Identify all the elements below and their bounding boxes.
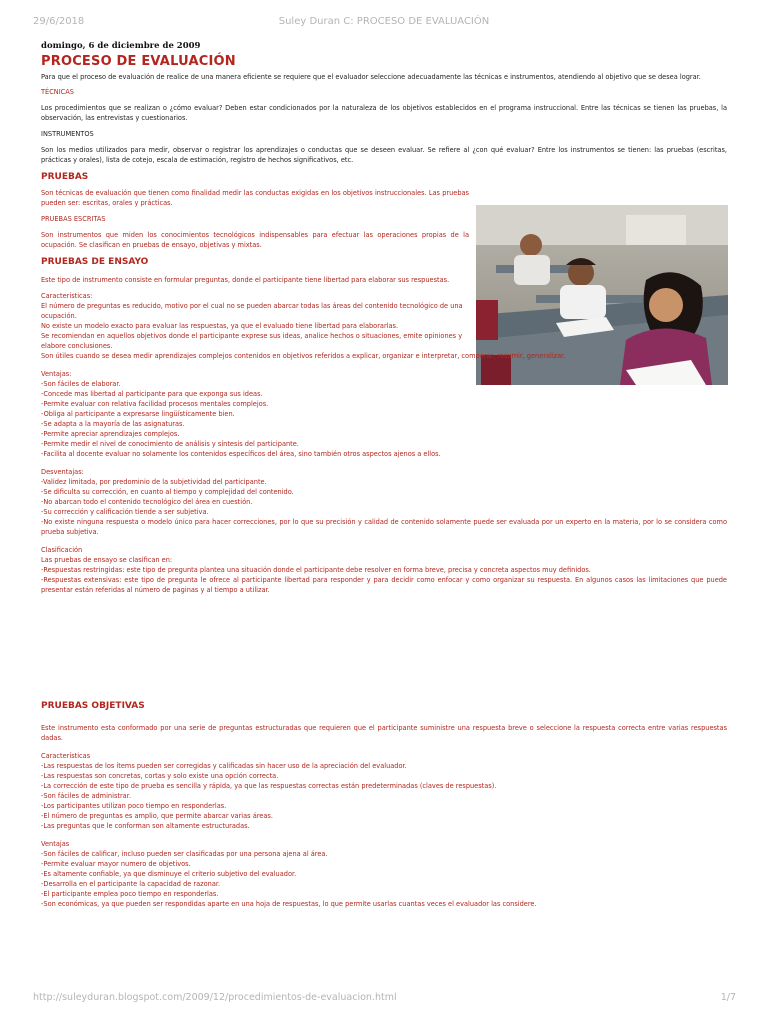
ensayo-caracteristicas	[41, 291, 727, 361]
list-line: -Respuestas restringidas: este tipo de pregunta plantea una situación donde el participante debe resolver en forma breve, precisa y concreta aspectos muy definidos.	[41, 566, 591, 574]
list-line: -La corrección de este tipo de prueba es sencilla y rápida, ya que las respuestas correctas están predeterminadas (claves de respuestas).	[41, 782, 497, 790]
list-line: -Su corrección y calificación tiende a ser subjetiva.	[41, 508, 209, 516]
pruebas-paragraph: Son técnicas de evaluación que tienen como finalidad medir las conductas exigidas en los objetivos instruccionales. Las pruebas pueden ser: escritas, orales y prácticas.	[41, 189, 469, 207]
list-line: -El número de preguntas es amplio, que permite abarcar varias áreas.	[41, 812, 273, 820]
print-page-number: 1/7	[720, 992, 736, 1003]
list-line: -Permite apreciar aprendizajes complejos.	[41, 430, 180, 438]
list-line: -Permite evaluar mayor numero de objetivos.	[41, 860, 191, 868]
print-url[interactable]: http://suleyduran.blogspot.com/2009/12/procedimientos-de-evaluacion.html	[33, 992, 397, 1003]
list-line: -Es altamente confiable, ya que disminuye el criterio subjetivo del evaluador.	[41, 870, 297, 878]
tecnicas-heading: TÉCNICAS	[41, 88, 74, 96]
list-line: Clasificación	[41, 546, 83, 554]
ensayo-heading: PRUEBAS DE ENSAYO	[41, 257, 149, 267]
ensayo-clasificacion	[41, 545, 727, 595]
blog-post	[41, 41, 727, 909]
list-line: -Son fáciles de administrar.	[41, 792, 131, 800]
list-line: -Los participantes utilizan poco tiempo en responderlas.	[41, 802, 227, 810]
list-line: -Se dificulta su corrección, en cuanto al tiempo y complejidad del contenido.	[41, 488, 294, 496]
post-title: PROCESO DE EVALUACIÓN	[41, 54, 236, 69]
list-line: -El participante emplea poco tiempo en responderlas.	[41, 890, 219, 898]
list-line: -Obliga al participante a expresarse lingüísticamente bien.	[41, 410, 235, 418]
tecnicas-paragraph: Los procedimientos que se realizan o ¿cómo evaluar? Deben estar condicionados por la naturaleza de los objetivos establecidos en el programa instruccional. Entre las técnicas se tienen las pruebas, la observación, las entrevistas y cuestionarios.	[41, 104, 727, 122]
blank-gap	[41, 595, 727, 701]
list-line: -Son fáciles de calificar, incluso pueden ser clasificadas por una persona ajena al área.	[41, 850, 328, 858]
intro-paragraph: Para que el proceso de evaluación de realice de una manera eficiente se requiere que el evaluador seleccione adecuadamente las técnicas e instrumentos, atendiendo al objetivo que se desea lograr.	[41, 73, 701, 81]
list-line: -Son fáciles de elaborar.	[41, 380, 121, 388]
print-header	[0, 16, 768, 30]
list-line: Son útiles cuando se desea medir aprendizajes complejos contenidos en objetivos referidos a explicar, organizar e interpretar, comparar, resumir, generalizar.	[41, 352, 566, 360]
list-line: -Facilita al docente evaluar no solamente los contenidos específicos del área, sino también otros aspectos ajenos a ellos.	[41, 450, 441, 458]
print-page-title: Suley Duran C: PROCESO DE EVALUACIÓN	[278, 16, 490, 27]
objetivas-heading: PRUEBAS OBJETIVAS	[41, 701, 145, 711]
ensayo-desventajas	[41, 467, 727, 537]
list-line: Desventajas:	[41, 468, 84, 476]
post-date: domingo, 6 de diciembre de 2009	[41, 41, 201, 51]
list-line: -Las respuestas son concretas, cortas y solo existe una opción correcta.	[41, 772, 279, 780]
pruebas-heading: PRUEBAS	[41, 172, 89, 182]
escritas-paragraph: Son instrumentos que miden los conocimientos tecnológicos indispensables para efectuar las operaciones propias de la ocupación. Se clasifican en pruebas de ensayo, objetivas y mixtas.	[41, 231, 469, 249]
instrumentos-heading: INSTRUMENTOS	[41, 130, 94, 138]
list-line: Ventajas:	[41, 370, 72, 378]
list-line: -Son económicas, ya que pueden ser respondidas aparte en una hoja de respuestas, lo que permite usarlas cuantas veces el evaluador las considere.	[41, 900, 537, 908]
instrumentos-paragraph: Son los medios utilizados para medir, observar o registrar los aprendizajes o conductas que se deseen evaluar. Se refiere al ¿con qué evaluar? Entre los instrumentos se tienen: las pruebas (escritas, prácticas y orales), lista de cotejo, escala de estimación, registro de hechos significativos, etc.	[41, 146, 727, 164]
ensayo-ventajas	[41, 369, 727, 459]
objetivas-intro: Este instrumento esta conformado por una serie de preguntas estructuradas que requieren que el participante suministre una respuesta breve o seleccione la respuesta correcta entre varias respuestas dadas.	[41, 724, 727, 742]
escritas-heading: PRUEBAS ESCRITAS	[41, 215, 106, 223]
objetivas-caracteristicas	[41, 751, 727, 831]
objetivas-ventajas	[41, 839, 727, 909]
list-line: -Validez limitada, por predominio de la subjetividad del participante.	[41, 478, 267, 486]
list-line: -No abarcan todo el contenido tecnológico del área en cuestión.	[41, 498, 253, 506]
list-line: Características:	[41, 292, 93, 300]
list-line: Las pruebas de ensayo se clasifican en:	[41, 556, 173, 564]
list-line: -Concede mas libertad al participante para que exponga sus ideas.	[41, 390, 263, 398]
list-line: -Respuestas extensivas: este tipo de pregunta le ofrece al participante libertad para responder y para decidir como enfocar y como organizar su respuesta. En algunos casos las limitaciones que puede presentar están referidas al número de paginas y al tiempo a utilizar.	[41, 576, 727, 594]
list-line: -No existe ninguna respuesta o modelo único para hacer correcciones, por lo que su precisión y calidad de contenido solamente puede ser evaluada por un experto en la materia, por lo se considera como prueba subjetiva.	[41, 518, 727, 536]
print-footer	[0, 992, 768, 1006]
list-line: -Permite medir el nivel de conocimiento de análisis y síntesis del participante.	[41, 440, 299, 448]
list-line: No existe un modelo exacto para evaluar las respuestas, ya que el evaluado tiene libertad para elaborarlas.	[41, 322, 399, 330]
list-line: -Desarrolla en el participante la capacidad de razonar.	[41, 880, 221, 888]
left-column	[41, 172, 469, 285]
list-line: -Las preguntas que le conforman son altamente estructuradas.	[41, 822, 250, 830]
ensayo-intro: Este tipo de instrumento consiste en formular preguntas, donde el participante tiene libertad para elaborar sus respuestas.	[41, 276, 450, 284]
list-line: El número de preguntas es reducido, motivo por el cual no se pueden abarcar todas las áreas del contenido tecnológico de una ocupación.	[41, 302, 463, 320]
print-date: 29/6/2018	[33, 16, 85, 27]
list-line: -Las respuestas de los ítems pueden ser corregidas y calificadas sin hacer uso de la apreciación del evaluador.	[41, 762, 407, 770]
list-line: Se recomiendan en aquellos objetivos donde el participante exprese sus ideas, analice hechos o situaciones, emite opiniones y elabore conclusiones.	[41, 332, 463, 350]
list-line: Características	[41, 752, 91, 760]
list-line: -Permite evaluar con relativa facilidad procesos mentales complejos.	[41, 400, 269, 408]
list-line: -Se adapta a la mayoría de las asignaturas.	[41, 420, 185, 428]
list-line: Ventajas	[41, 840, 70, 848]
